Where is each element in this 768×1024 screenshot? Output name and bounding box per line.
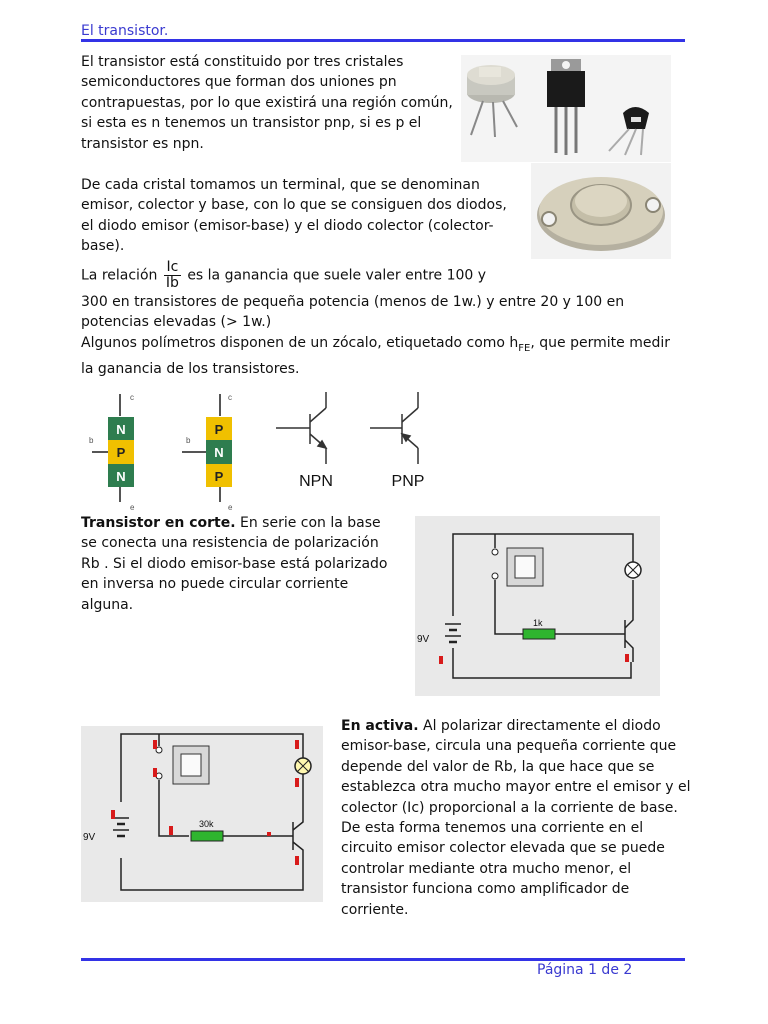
cutoff-circuit-figure <box>415 516 660 696</box>
footer-divider <box>81 958 685 961</box>
pnp-terminal-c: c <box>228 393 232 402</box>
active-circuit-figure <box>81 726 323 902</box>
paragraph-cutoff <box>81 513 401 615</box>
npn-terminal-b: b <box>89 436 94 445</box>
to220-transistor-image <box>547 59 585 155</box>
npn-layer-2: P <box>116 445 126 460</box>
npn-terminal-e: e <box>130 503 135 512</box>
pnp-terminal-b: b <box>186 436 191 445</box>
fraction-numerator: Ic <box>164 260 181 276</box>
active-text: Al polarizar directamente el diodo emisor-base, circula una pequeña corriente que depende del valor de Rb, la que hace que se establezca otra mucho mayor entre el emisor y el colector (Ic) proporcional a la corriente de base. De esta forma tenemos una corriente en el circuito emisor colector elevada que se puede controlar mediante otra mucho menor, el transistor funciona como amplificador de corriente. <box>341 718 691 918</box>
pnp-label: PNP <box>391 473 425 490</box>
paragraph-intro: El transistor está constituido por tres cristales semiconductores que forman dos uniones pn contrapuestas, por lo que existirá una región común, si esta es n tenemos un transistor pnp, si es p el transistor es npn. <box>81 54 453 152</box>
npn-layer-3: N <box>116 469 126 484</box>
cutoff-resistor-label: 1k <box>533 618 543 628</box>
hfe-subscript: FE <box>518 342 531 354</box>
npn-symbol <box>276 392 326 464</box>
page-header-title: El transistor. <box>81 23 169 39</box>
hfe-text: Algunos polímetros disponen de un zócalo, etiquetado como h <box>81 335 519 351</box>
active-heading: En activa. <box>341 718 419 734</box>
paragraph-gain-relation <box>81 260 686 291</box>
metal-can-transistor-image <box>467 65 517 137</box>
transistor-types-figure <box>80 388 440 514</box>
transistors-photo <box>461 55 671 162</box>
npn-label: NPN <box>299 473 333 490</box>
pnp-terminal-e: e <box>228 503 233 512</box>
to92-transistor-image <box>609 107 649 155</box>
cutoff-battery-label: 9V <box>417 634 430 645</box>
npn-layer-1: N <box>116 422 126 437</box>
pnp-block-diagram <box>182 393 233 512</box>
npn-block-diagram <box>89 393 135 512</box>
pnp-layer-2: N <box>214 445 224 460</box>
paragraph-hfe <box>81 333 686 380</box>
pnp-symbol <box>370 392 418 464</box>
pnp-layer-3: P <box>214 469 224 484</box>
gain-relation-text-end: es la ganancia que suele valer entre 100 y <box>187 267 487 284</box>
paragraph-active <box>341 716 691 920</box>
cutoff-text: En serie con la base se conecta una resistencia de polarización Rb . Si el diodo emisor-base está polarizado en inversa no puede circular corriente alguna. <box>81 515 388 613</box>
power-transistor-photo <box>531 163 671 259</box>
gain-relation-text: La relación <box>81 267 158 284</box>
gain-fraction <box>164 260 181 291</box>
fraction-denominator: Ib <box>165 275 179 291</box>
page-number: Página 1 de 2 <box>537 962 633 978</box>
active-resistor-label: 30k <box>199 819 214 829</box>
pnp-layer-1: P <box>214 422 224 437</box>
header-divider <box>81 39 685 42</box>
npn-terminal-c: c <box>130 393 134 402</box>
hfe-text-end: , que permite medir la ganancia de los transistores. <box>81 335 670 378</box>
paragraph-terminals: De cada cristal tomamos un terminal, que se denominan emisor, colector y base, con lo que se consiguen dos diodos, el diodo emisor (emisor-base) y el diodo colector (colector-base). <box>81 177 507 255</box>
cutoff-heading: Transistor en corte. <box>81 515 236 531</box>
paragraph-gain-values: 300 en transistores de pequeña potencia (menos de 1w.) y entre 20 y 100 en potencias elevadas (> 1w.) <box>81 294 625 331</box>
active-battery-label: 9V <box>83 832 96 843</box>
